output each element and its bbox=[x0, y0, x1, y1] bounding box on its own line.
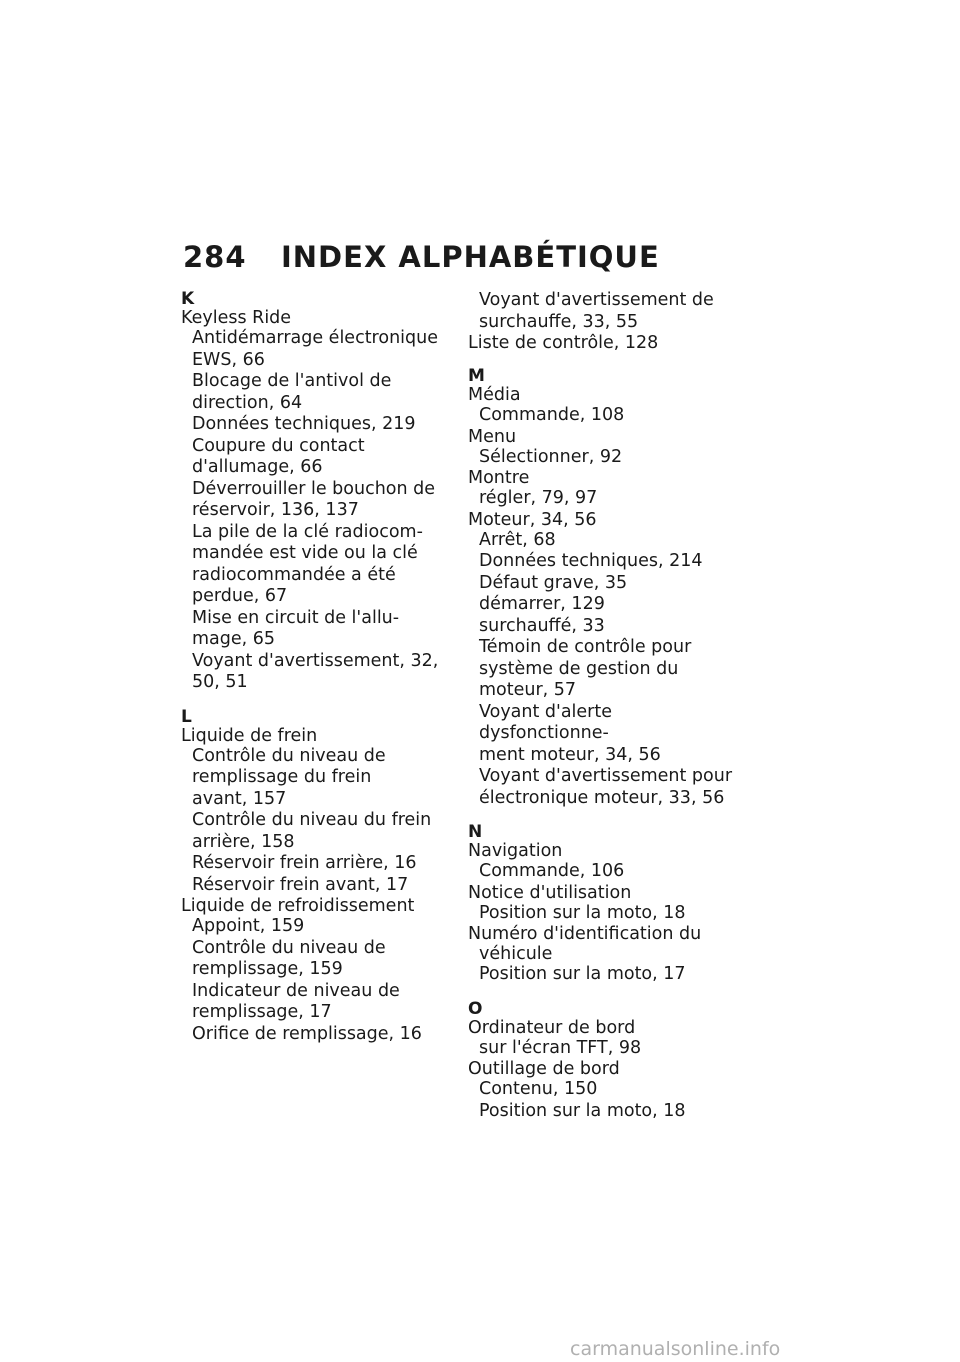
index-subentry: Voyant d'avertissement de surchauffe, 33, 55 bbox=[479, 290, 714, 332]
index-subentry: Indicateur de niveau de remplissage, 17 bbox=[192, 980, 400, 1022]
index-subentry: sur l'écran TFT, 98 bbox=[479, 1037, 642, 1058]
index-subentry: Témoin de contrôle pour système de gestion du moteur, 57 bbox=[479, 637, 692, 700]
index-entry: Liquide de frein bbox=[181, 725, 318, 746]
index-column-right bbox=[468, 290, 743, 1122]
index-subentry: Voyant d'alerte dysfonctionne- ment moteur, 34, 56 bbox=[479, 701, 661, 765]
index-subentry: Position sur la moto, 18 bbox=[479, 902, 686, 923]
index-entry: Notice d'utilisation bbox=[468, 882, 632, 903]
watermark-text: carmanualsonline.info bbox=[570, 1338, 781, 1360]
index-subentry: Défaut grave, 35 bbox=[479, 572, 628, 593]
index-subentry: Coupure du contact d'allumage, 66 bbox=[192, 435, 365, 477]
index-subentry: Sélectionner, 92 bbox=[479, 446, 623, 467]
index-subentry: surchauffé, 33 bbox=[479, 615, 605, 636]
index-subentry: Commande, 108 bbox=[479, 405, 625, 425]
index-entry: Ordinateur de bord bbox=[468, 1017, 636, 1038]
index-subentry: Déverrouiller le bouchon de réservoir, 136, 137 bbox=[192, 478, 436, 520]
index-subentry: Orifice de remplissage, 16 bbox=[192, 1023, 422, 1044]
page-header bbox=[183, 240, 660, 274]
index-subentry: Position sur la moto, 17 bbox=[479, 964, 686, 984]
index-entry: Keyless Ride bbox=[181, 308, 292, 328]
section-letter-l: L bbox=[181, 706, 192, 727]
index-subentry: Appoint, 159 bbox=[192, 916, 305, 936]
index-entry: Montre bbox=[468, 468, 530, 488]
index-entry: Navigation bbox=[468, 841, 563, 861]
index-entry: Menu bbox=[468, 426, 517, 447]
index-subentry: Données techniques, 219 bbox=[192, 414, 416, 434]
index-subentry: Commande, 106 bbox=[479, 861, 625, 881]
index-subentry: Contenu, 150 bbox=[479, 1079, 598, 1099]
section-letter-m: M bbox=[468, 366, 485, 386]
section-letter-o: O bbox=[468, 998, 483, 1019]
index-subentry: Arrêt, 68 bbox=[479, 529, 556, 550]
index-subentry: démarrer, 129 bbox=[479, 594, 605, 614]
index-subentry: Blocage de l'antivol de direction, 64 bbox=[192, 371, 392, 413]
index-subentry: Données techniques, 214 bbox=[479, 551, 703, 571]
index-subentry: Position sur la moto, 18 bbox=[479, 1100, 686, 1121]
index-subentry: Mise en circuit de l'allu- mage, 65 bbox=[192, 607, 400, 649]
index-subentry: Antidémarrage électronique EWS, 66 bbox=[192, 328, 438, 370]
section-letter-k: K bbox=[181, 289, 195, 309]
index-subentry: Contrôle du niveau de remplissage du frein avant, 157 bbox=[192, 745, 386, 809]
index-subentry: Contrôle du niveau du frein arrière, 158 bbox=[192, 810, 432, 852]
index-entry: Liquide de refroidissement bbox=[181, 896, 415, 916]
section-letter-n: N bbox=[468, 822, 483, 842]
index-subentry: Voyant d'avertissement pour électronique moteur, 33, 56 bbox=[479, 766, 733, 808]
index-subentry: Réservoir frein arrière, 16 bbox=[192, 853, 417, 873]
index-entry: Outillage de bord bbox=[468, 1059, 620, 1079]
index-entry: Moteur, 34, 56 bbox=[468, 509, 597, 530]
index-column-left bbox=[181, 290, 456, 1045]
page-title: INDEX ALPHABÉTIQUE bbox=[281, 240, 660, 274]
index-subentry: Voyant d'avertissement, 32, 50, 51 bbox=[192, 650, 439, 692]
index-entry: Média bbox=[468, 385, 521, 405]
index-entry: Liste de contrôle, 128 bbox=[468, 333, 659, 353]
page-number: 284 bbox=[183, 240, 247, 274]
index-subentry: Réservoir frein avant, 17 bbox=[192, 874, 409, 895]
index-subentry: La pile de la clé radiocom- mandée est vide ou la clé radiocommandée a été perdue, 67 bbox=[192, 521, 423, 606]
index-entry: Numéro d'identification du véhicule bbox=[468, 924, 702, 964]
index-subentry: Contrôle du niveau de remplissage, 159 bbox=[192, 937, 386, 979]
index-subentry: régler, 79, 97 bbox=[479, 488, 598, 508]
